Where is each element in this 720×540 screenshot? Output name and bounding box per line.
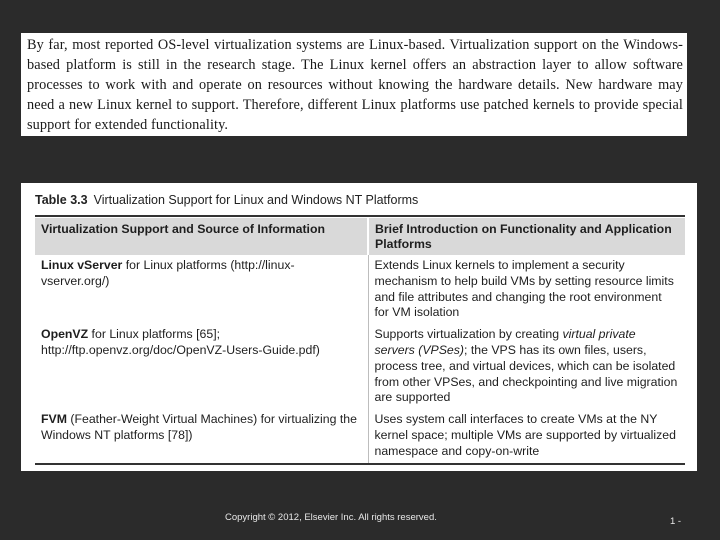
row-description-cell xyxy=(368,409,685,463)
virtualization-table xyxy=(35,218,685,465)
column-header-source: Virtualization Support and Source of Information xyxy=(35,218,368,255)
page-number: 1 - xyxy=(670,516,682,527)
row-description-rest: ; the VPS has its own files, users, process tree, and virtual devices, which can be isolated from other VPSes, and checkpointing and live migration are supported xyxy=(374,342,678,405)
table-label: Table 3.3 xyxy=(35,193,88,207)
intro-paragraph-box xyxy=(21,33,687,136)
intro-paragraph: By far, most reported OS-level virtualization systems are Linux-based. Virtualization support on the Windows-based platform is still in the research stage. The Linux kernel offers an abstraction layer to allow software processes to work with and operate on resources without knowing the hardware details. New hardware may need a new Linux kernel to support. Therefore, different Linux platforms use patched kernels to provide special support for extended functionality. xyxy=(27,37,683,133)
row-description: Supports virtualization by creating xyxy=(374,327,563,342)
row-source: for Linux platforms (http://linux-vserver.org/) xyxy=(41,258,295,288)
row-name: FVM xyxy=(41,412,67,427)
row-source-cell xyxy=(35,255,368,324)
column-header-description: Brief Introduction on Functionality and Application Platforms xyxy=(368,218,685,255)
row-description-cell xyxy=(368,255,685,324)
row-source-cell xyxy=(35,409,368,463)
table-row xyxy=(35,255,685,324)
table-row xyxy=(35,324,685,409)
table-header-row xyxy=(35,218,685,255)
row-description-emphasis: virtual private servers (VPSes) xyxy=(374,327,636,357)
copyright-footer: Copyright © 2012, Elsevier Inc. All rights reserved. xyxy=(225,512,437,523)
row-source: for Linux platforms [65]; http://ftp.openvz.org/doc/OpenVZ-Users-Guide.pdf) xyxy=(41,327,320,357)
table-caption xyxy=(35,193,685,217)
row-description: Uses system call interfaces to create VMs at the NY kernel space; multiple VMs are supported by virtualized namespace and copy-on-write xyxy=(374,412,676,458)
row-name: OpenVZ xyxy=(41,327,89,342)
row-source-cell xyxy=(35,324,368,409)
row-name: Linux vServer xyxy=(41,258,123,272)
table-title: Virtualization Support for Linux and Windows NT Platforms xyxy=(93,193,419,207)
row-source: (Feather-Weight Virtual Machines) for virtualizing the Windows NT platforms [78]) xyxy=(41,412,357,442)
row-description: Extends Linux kernels to implement a security mechanism to help build VMs by setting resource limits and file attributes and changing the root environment for VM isolation xyxy=(374,258,674,320)
row-description-cell xyxy=(368,324,685,409)
table-figure xyxy=(21,183,697,471)
table-row xyxy=(35,409,685,463)
